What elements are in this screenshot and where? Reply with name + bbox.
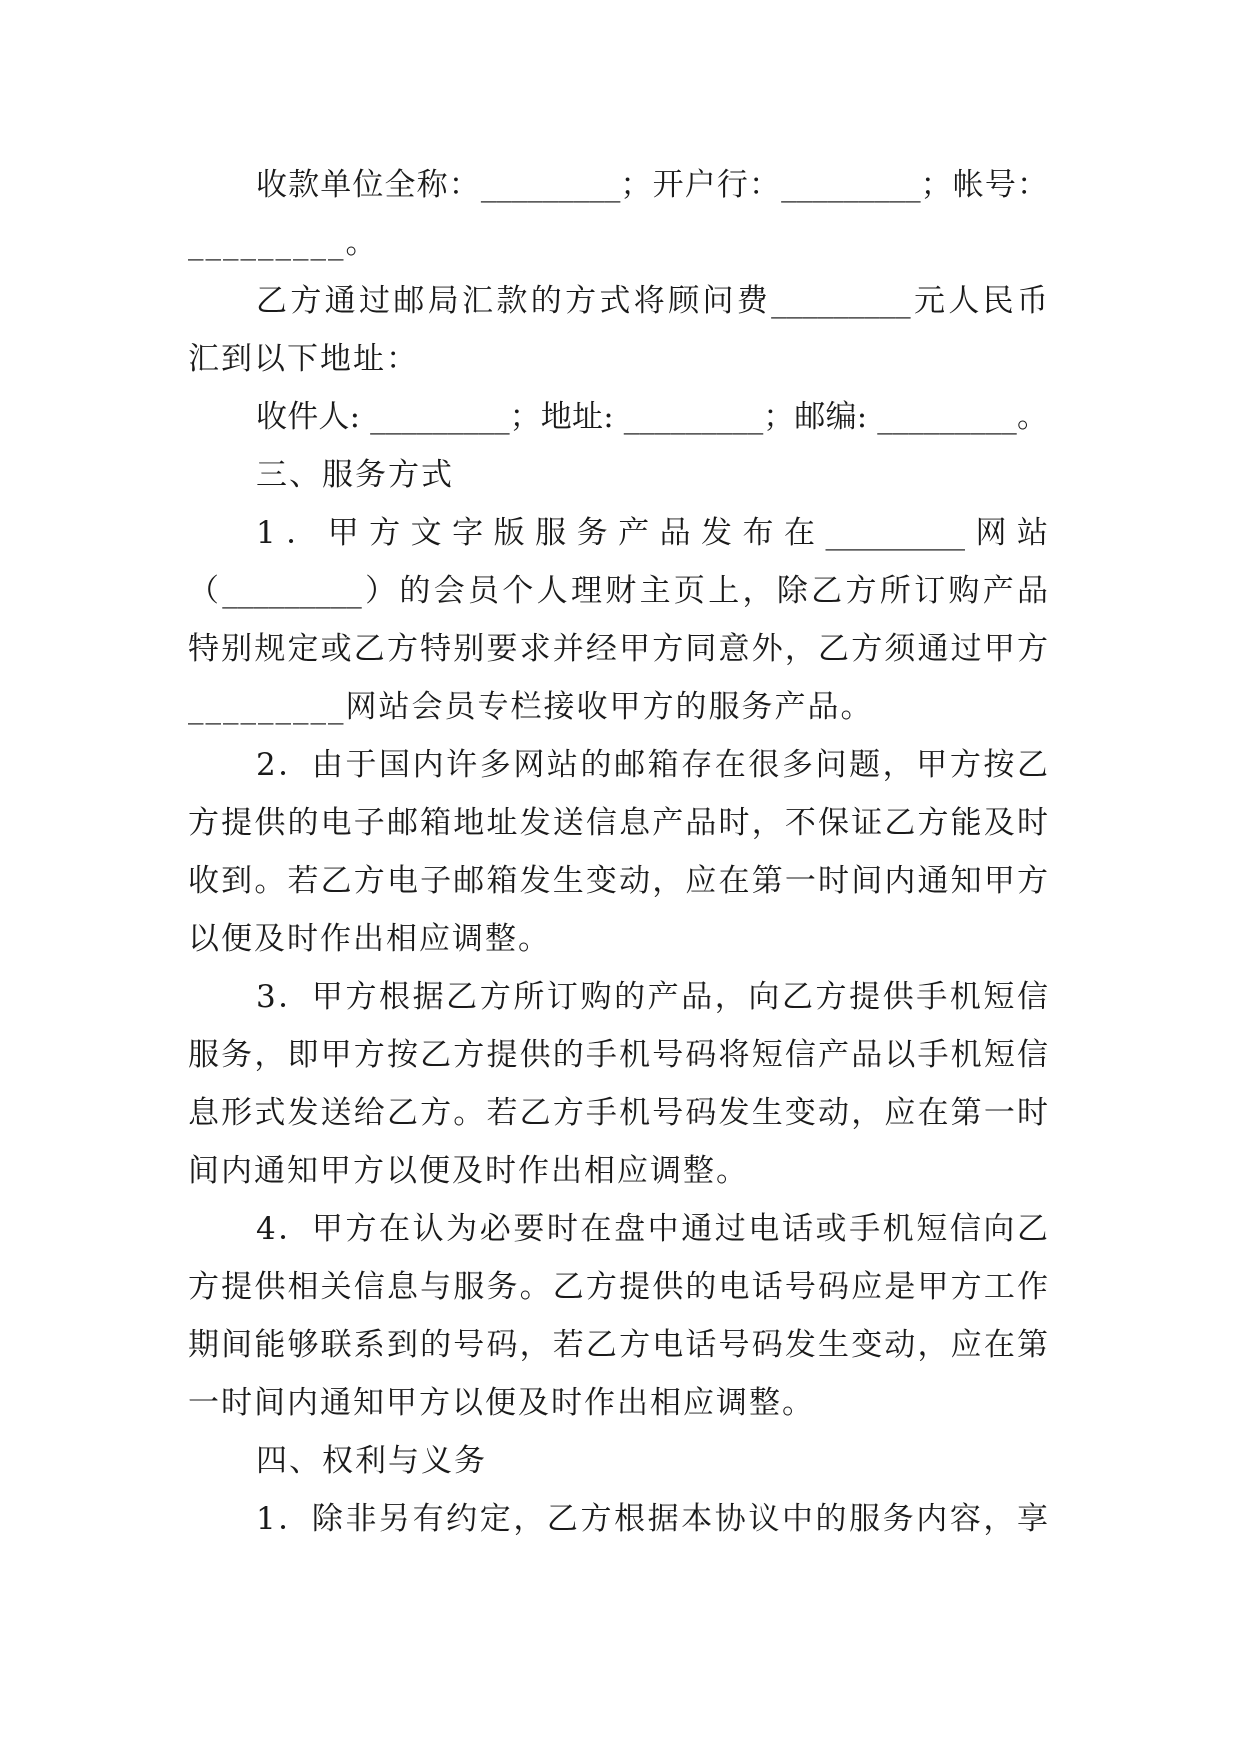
account-number-blank-line: _________。 <box>188 225 379 261</box>
service-clause-2-line-2: 方提供的电子邮箱地址发送信息产品时，不保证乙方能及时 <box>188 805 1048 841</box>
service-clause-4-line-4: 一时间内通知甲方以便及时作出相应调整。 <box>188 1385 815 1421</box>
service-clause-3-line-4: 间内通知甲方以便及时作出相应调整。 <box>188 1153 749 1189</box>
service-clause-4-line-1: 4．甲方在认为必要时在盘中通过电话或手机短信向乙 <box>256 1211 1048 1247</box>
postal-remittance-line: 乙方通过邮局汇款的方式将顾问费_________元人民币 <box>256 283 1048 319</box>
postal-remittance-line-cont: 汇到以下地址： <box>188 341 419 377</box>
service-clause-1-line-4: _________网站会员专栏接收甲方的服务产品。 <box>188 689 874 725</box>
service-clause-2-line-4: 以便及时作出相应调整。 <box>188 921 551 957</box>
service-clause-1-line-1: 1．甲方文字版服务产品发布在_________网站 <box>256 515 1048 551</box>
service-clause-3-line-2: 服务，即甲方按乙方提供的手机号码将短信产品以手机短信 <box>188 1037 1048 1073</box>
recipient-address-line: 收件人: _________；地址: _________；邮编: _________。 <box>256 399 1048 435</box>
service-clause-3-line-1: 3．甲方根据乙方所订购的产品，向乙方提供手机短信 <box>256 979 1048 1015</box>
service-clause-2-line-3: 收到。若乙方电子邮箱发生变动，应在第一时间内通知甲方 <box>188 863 1048 899</box>
service-clause-4-line-3: 期间能够联系到的号码，若乙方电话号码发生变动，应在第 <box>188 1327 1048 1363</box>
payee-account-line: 收款单位全称：_________；开户行：_________；帐号： <box>256 167 1048 203</box>
section-heading-rights-obligations: 四、权利与义务 <box>256 1443 487 1479</box>
service-clause-1-line-3: 特别规定或乙方特别要求并经甲方同意外，乙方须通过甲方 <box>188 631 1048 667</box>
service-clause-4-line-2: 方提供相关信息与服务。乙方提供的电话号码应是甲方工作 <box>188 1269 1048 1305</box>
service-clause-2-line-1: 2．由于国内许多网站的邮箱存在很多问题，甲方按乙 <box>256 747 1048 783</box>
rights-clause-1-line-1: 1．除非另有约定，乙方根据本协议中的服务内容，享 <box>256 1501 1048 1537</box>
section-heading-service-method: 三、服务方式 <box>256 457 454 493</box>
service-clause-3-line-3: 息形式发送给乙方。若乙方手机号码发生变动，应在第一时 <box>188 1095 1048 1131</box>
service-clause-1-line-2: （_________）的会员个人理财主页上，除乙方所订购产品 <box>188 573 1048 609</box>
